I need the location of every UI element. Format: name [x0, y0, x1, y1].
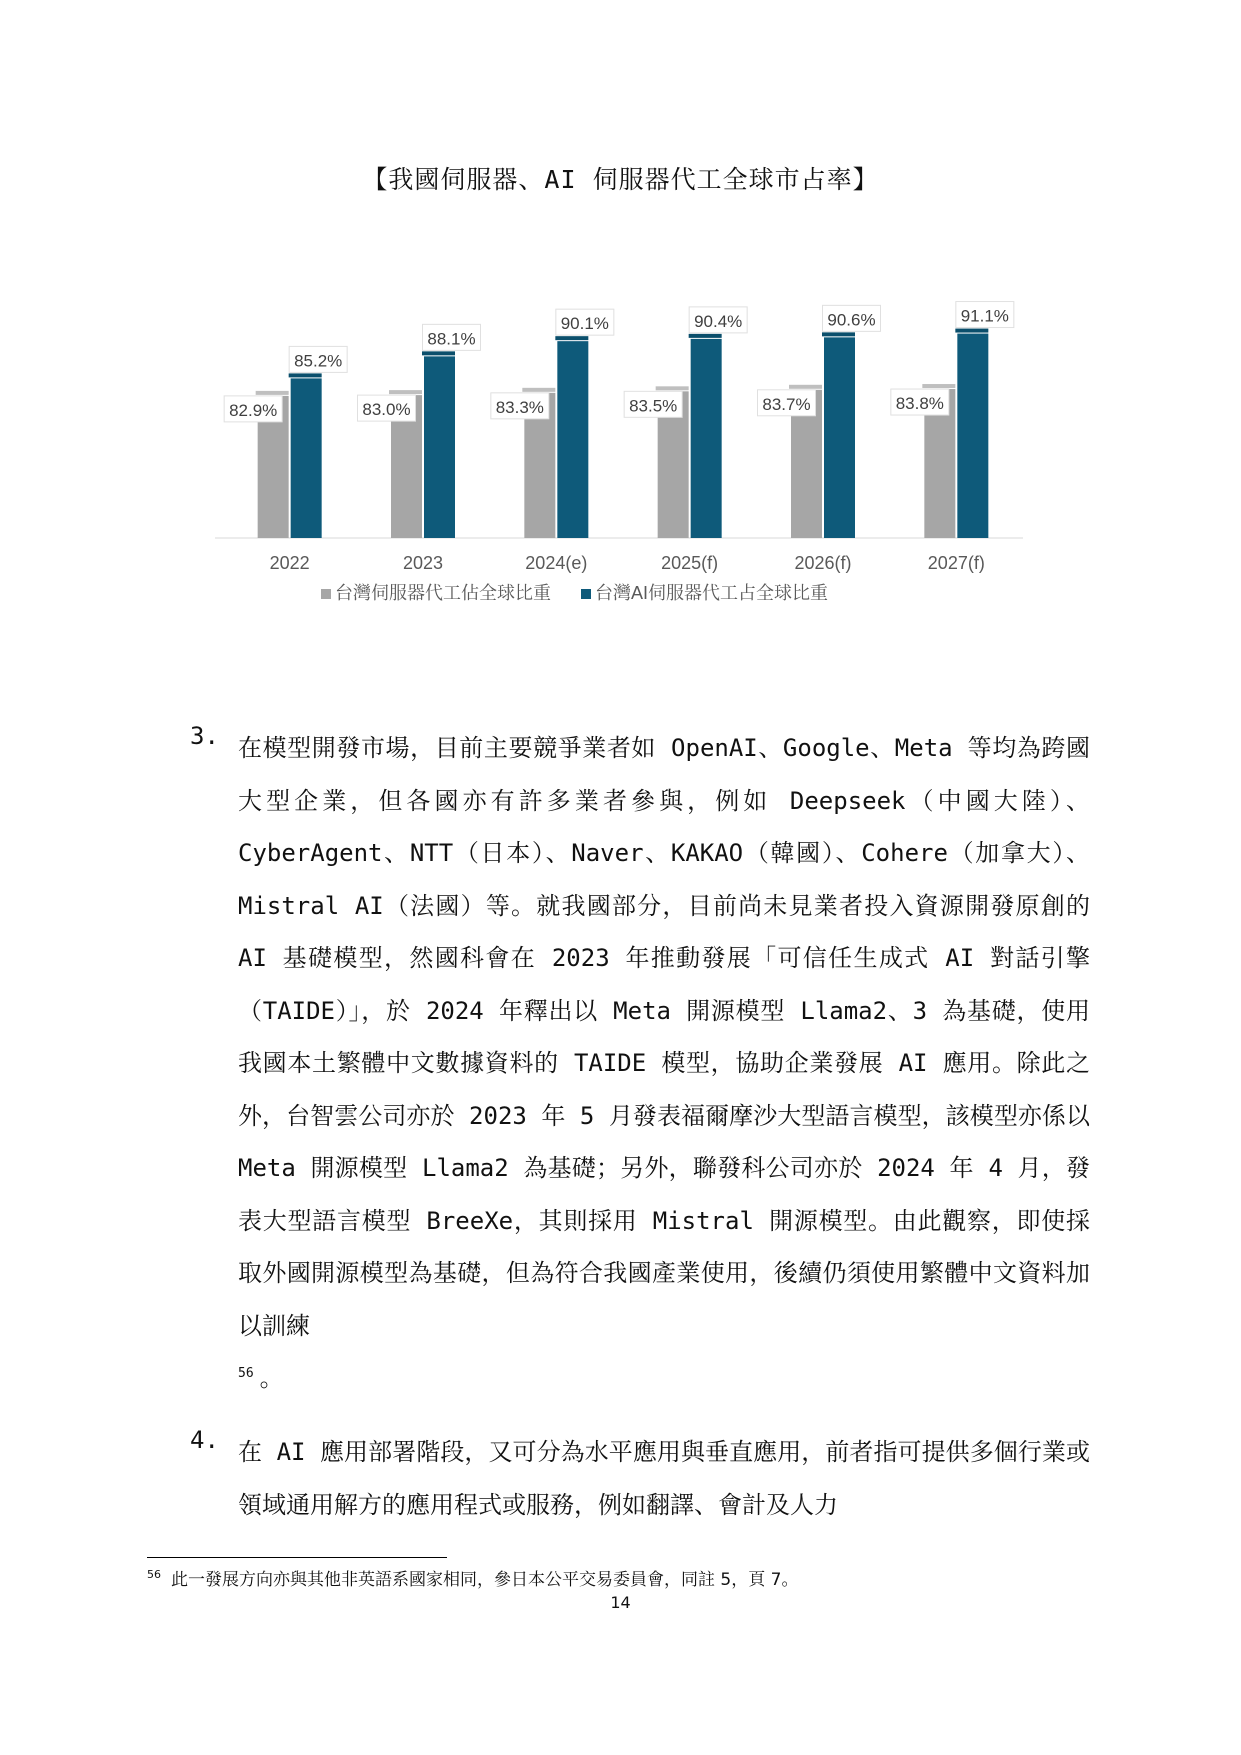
- footnote-ref: 56: [238, 1366, 254, 1381]
- x-tick-label: 2027(f): [927, 553, 985, 573]
- list-item-number: 3.: [190, 722, 219, 750]
- bar-cap: [922, 384, 955, 388]
- list-item-4: [190, 1426, 1090, 1531]
- data-label: 85.2%: [294, 351, 343, 371]
- legend-swatch: [321, 589, 331, 599]
- bar-ai-server: [691, 339, 722, 538]
- bar-ai-server: [824, 337, 855, 538]
- legend-label: 台灣AI伺服器代工占全球比重: [595, 583, 829, 603]
- data-label: 88.1%: [427, 329, 476, 349]
- legend-label: 台灣伺服器代工佔全球比重: [335, 583, 551, 603]
- x-tick-label: 2025(f): [661, 553, 719, 573]
- bar-cap: [389, 390, 422, 394]
- data-label: 90.6%: [827, 310, 876, 330]
- data-label: 82.9%: [229, 400, 278, 420]
- paragraph-text: 在模型開發市場，目前主要競爭業者如 OpenAI、Google、Meta 等均為跨國大型企業，但各國亦有許多業者參與，例如 Deepseek（中國大陸）、CyberAgent、NTT（日本）、Naver、KAKAO（韓國）、Cohere（加拿大）、Mistral AI（法國）等。就我國部分，目前尚未見業者投入資源開發原創的 AI 基礎模型，然國科會在 2023 年推動發展「可信任生成式 AI 對話引擎（TAIDE）」，於 2024 年釋出以 Meta 開源模型 Llama2、3 為基礎，使用我國本土繁體中文數據資料的 TAIDE 模型，協助企業發展 AI 應用。除此之外，台智雲公司亦於 2023 年 5 月發表福爾摩沙大型語言模型，該模型亦係以 Meta 開源模型 Llama2 為基礎；另外，聯發科公司亦於 2024 年 4 月，發表大型語言模型 BreeXe，其則採用 Mistral 開源模型。由此觀察，即使採取外國開源模型為基礎，但為符合我國產業使用，後續仍須使用繁體中文資料加以訓練: [238, 734, 1090, 1340]
- figure-title: 【我國伺服器、AI 伺服器代工全球市占率】: [362, 165, 879, 194]
- bar-ai-server: [291, 378, 322, 538]
- list-item-3: [190, 722, 1090, 1405]
- bar-cap: [656, 386, 689, 390]
- bar-cap: [689, 334, 722, 338]
- x-tick-label: 2023: [402, 553, 444, 573]
- list-item-text: 在 AI 應用部署階段，又可分為水平應用與垂直應用，前者指可提供多個行業或領域通用解方的應用程式或服務，例如翻譯、會計及人力: [238, 1438, 1090, 1519]
- data-label: 83.7%: [762, 394, 811, 414]
- data-label: 83.3%: [495, 397, 544, 417]
- footnote-text: 此一發展方向亦與其他非英語系國家相同，參日本公平交易委員會，同註 5，頁 7。: [171, 1570, 799, 1590]
- data-label: 90.1%: [560, 314, 609, 334]
- bar-cap: [422, 351, 455, 355]
- x-tick-label: 2022: [269, 553, 310, 573]
- footnote-divider: [147, 1557, 447, 1558]
- bar-ai-server: [557, 341, 588, 538]
- bar-ai-server: [424, 356, 455, 538]
- footnote-marker: 56: [147, 1568, 161, 1581]
- data-label: 83.0%: [362, 400, 411, 420]
- page-number: 14: [610, 1593, 631, 1612]
- list-item-text: [238, 722, 1090, 1405]
- data-label: 83.5%: [629, 396, 678, 416]
- list-item-number: 4.: [190, 1426, 219, 1454]
- data-label: 91.1%: [960, 306, 1009, 326]
- x-tick-label: 2026(f): [794, 553, 852, 573]
- data-label: 90.4%: [694, 311, 743, 331]
- footnote: [147, 1565, 1097, 1590]
- paragraph-tail: 。: [259, 1364, 284, 1392]
- market-share-chart: [215, 200, 1045, 680]
- bar-cap: [522, 388, 555, 392]
- bar-cap: [555, 336, 588, 340]
- bar-cap: [822, 332, 855, 336]
- bar-ai-server: [957, 334, 988, 538]
- legend-swatch: [581, 589, 591, 599]
- bar-cap: [256, 391, 289, 395]
- bar-cap: [289, 373, 322, 377]
- bar-cap: [955, 329, 988, 333]
- bar-cap: [789, 385, 822, 389]
- x-tick-label: 2024(e): [525, 553, 588, 573]
- data-label: 83.8%: [895, 394, 944, 414]
